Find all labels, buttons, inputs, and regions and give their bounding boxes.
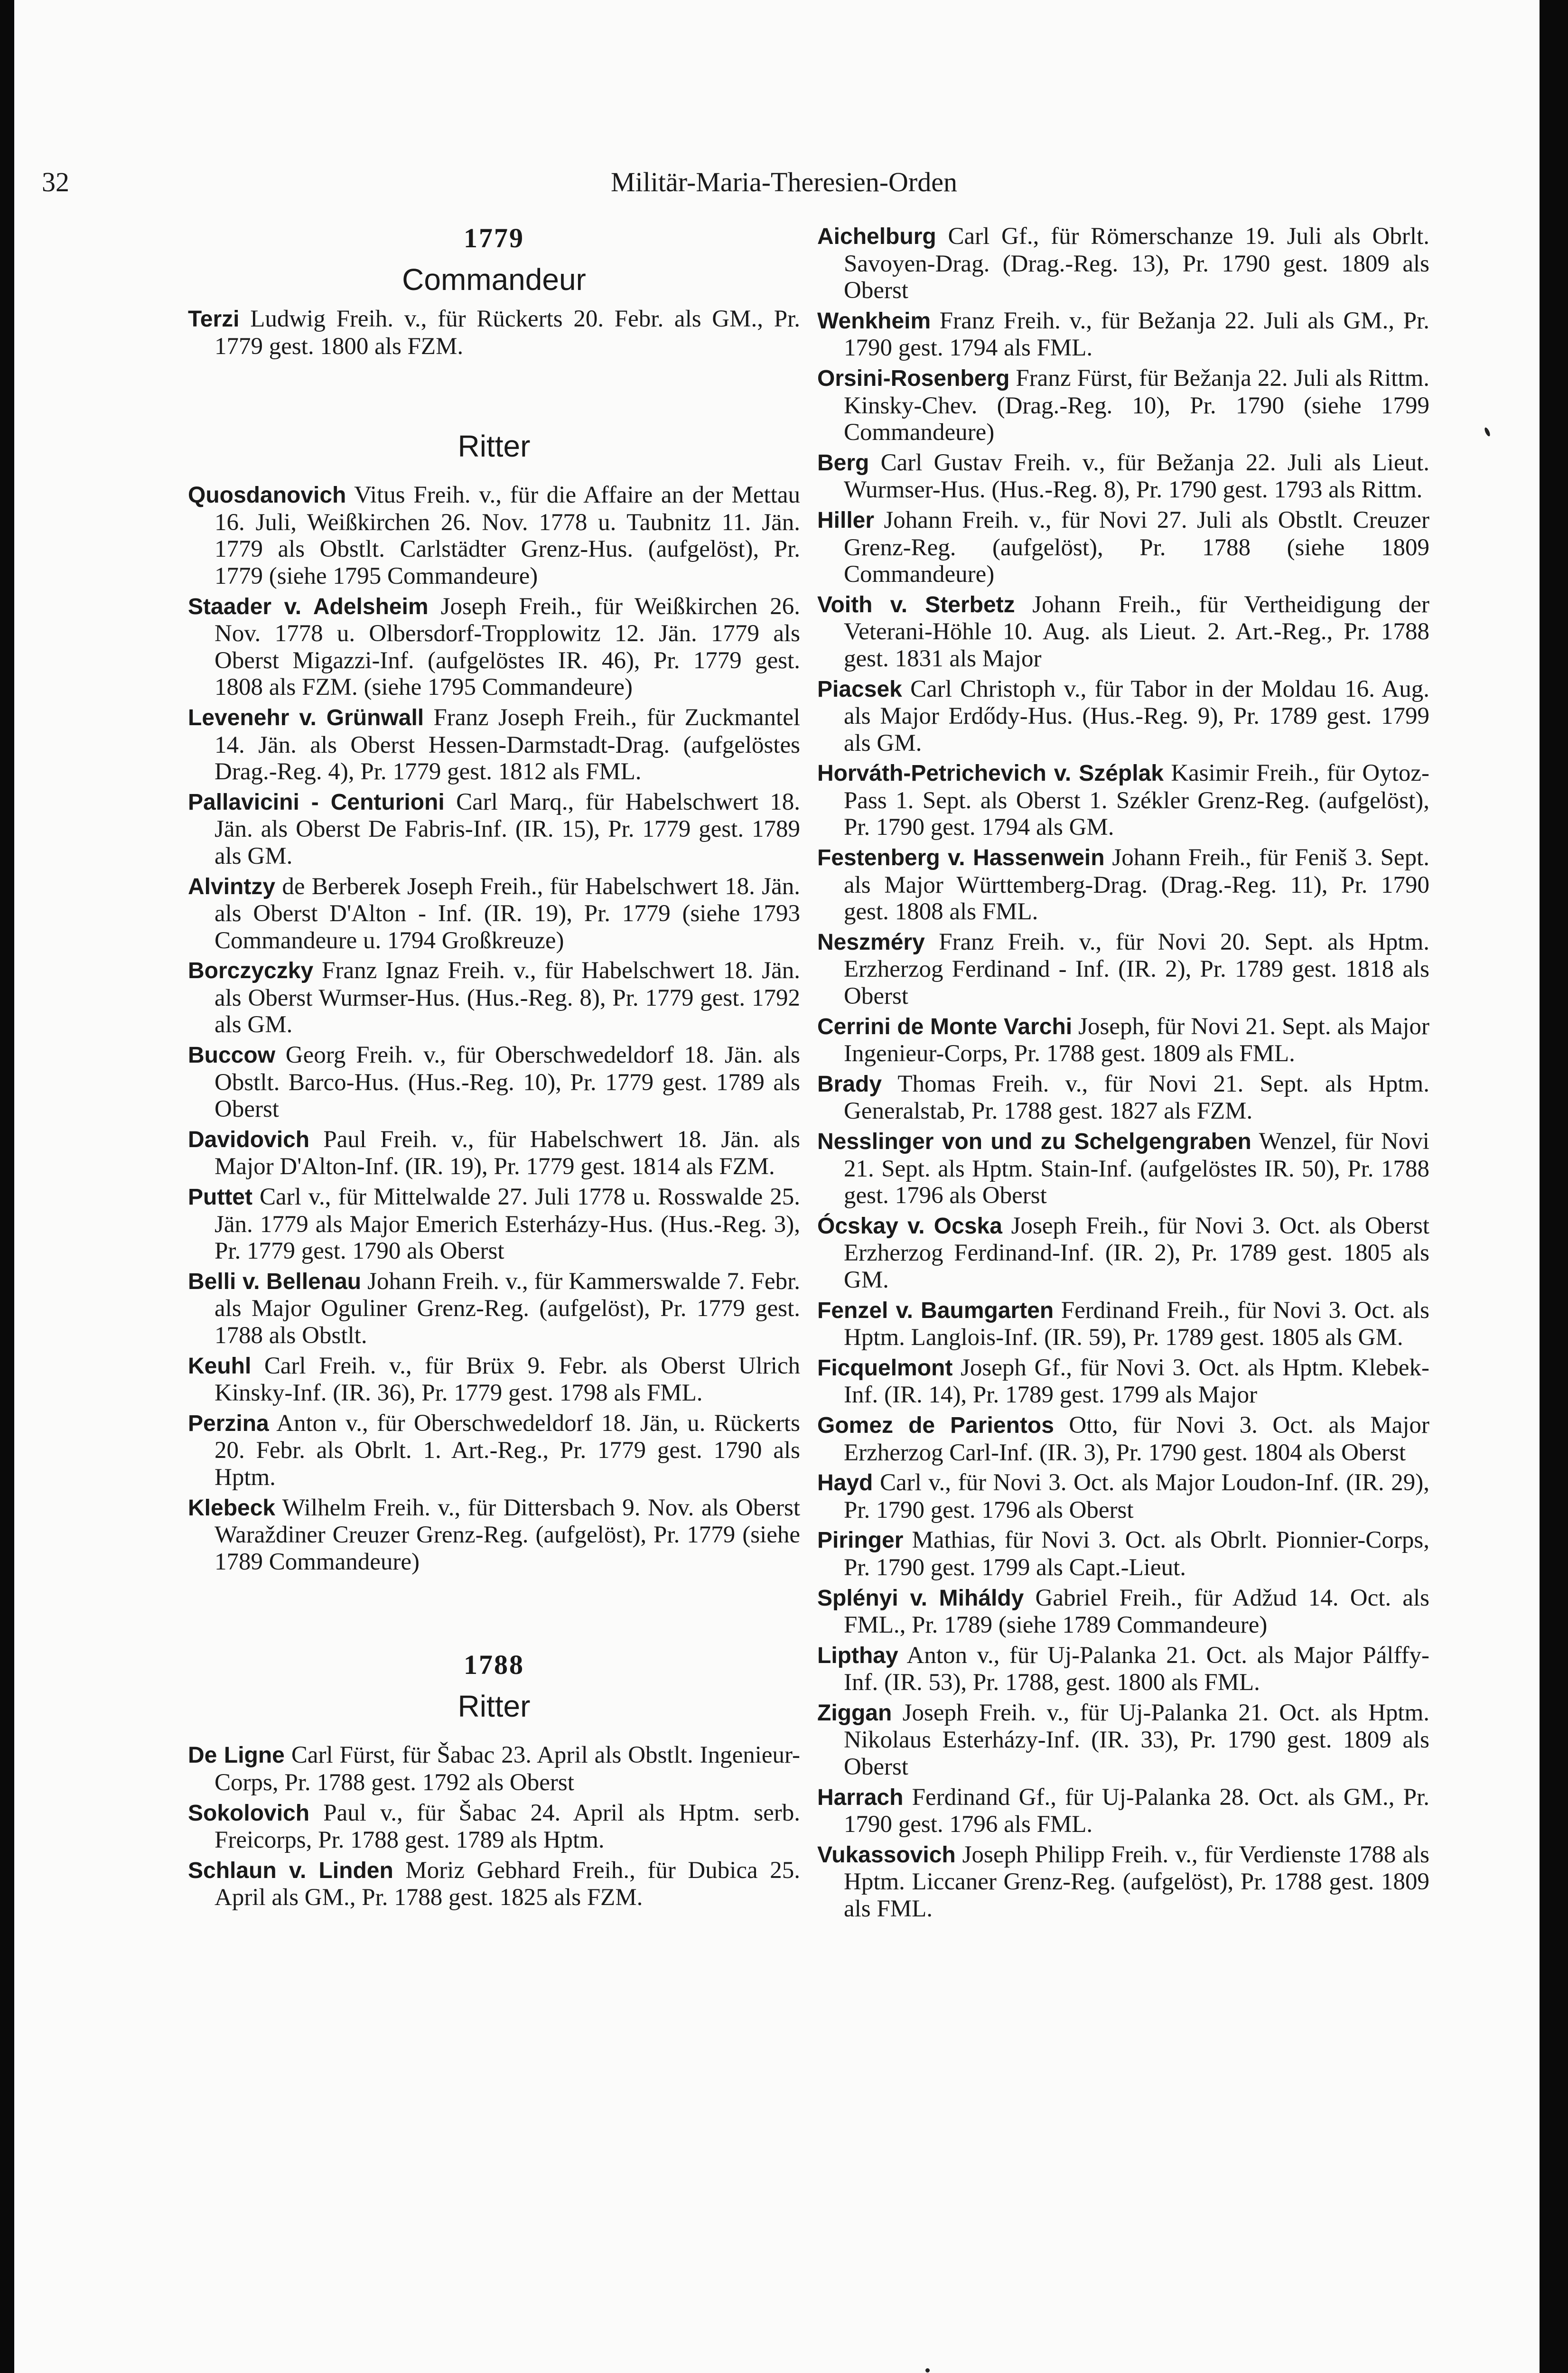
entry-text: Franz Freih. v., für Bežanja 22. Juli als GM., Pr. 1790 gest. 1794 als FML. bbox=[844, 307, 1429, 362]
entry-name: Sokolovich bbox=[188, 1800, 310, 1826]
entry-name: Buccow bbox=[188, 1043, 276, 1068]
entry-name: Alvintzy bbox=[188, 874, 276, 899]
entry-name: Voith v. Sterbetz bbox=[817, 592, 1015, 617]
entry-text: Johann Freih. v., für Kammerswalde 7. Febr. als Major Oguliner Grenz-Reg. (aufgelöst), Pr. 1779 gest. 1788 als Obstlt. bbox=[215, 1268, 801, 1349]
scan-edge-left bbox=[0, 0, 14, 2373]
entry bbox=[188, 1857, 800, 1911]
entry-name: Berg bbox=[817, 450, 869, 476]
entry bbox=[817, 760, 1429, 841]
entry bbox=[188, 593, 800, 701]
entry-text: Joseph Freih. v., für Uj-Palanka 21. Oct. als Hptm. Nikolaus Esterházy-Inf. (IR. 33), Pr. 1790 gest. 1809 als Oberst bbox=[844, 1699, 1429, 1781]
entry-text: Georg Freih. v., für Oberschwedeldorf 18. Jän. als Obstlt. Barco-Hus. (Hus.-Reg. 10), Pr. 1779 gest. 1789 als Oberst bbox=[215, 1042, 800, 1123]
entry-text: Joseph Freih., für Weißkirchen 26. Nov. 1778 u. Olbersdorf-Tropplowitz 12. Jän. 1779 als Oberst Migazzi-Inf. (aufgelöstes IR. 46), Pr. 1779 gest. 1808 als FZM. (siehe 1795 Commandeure) bbox=[215, 593, 801, 701]
entry-text: Joseph Freih., für Novi 3. Oct. als Oberst Erzherzog Ferdinand-Inf. (IR. 2), Pr. 1789 gest. 1805 als GM. bbox=[844, 1212, 1429, 1293]
entry-text: Carl v., für Novi 3. Oct. als Major Loudon-Inf. (IR. 29), Pr. 1790 gest. 1796 als Oberst bbox=[844, 1469, 1429, 1523]
entry bbox=[817, 1071, 1429, 1125]
entry bbox=[188, 1800, 800, 1854]
entry-text: Carl Fürst, für Šabac 23. April als Obstlt. Ingenieur-Corps, Pr. 1788 gest. 1792 als Oberst bbox=[215, 1742, 800, 1796]
entry-name: Schlaun v. Linden bbox=[188, 1858, 393, 1883]
entry-text: Joseph, für Novi 21. Sept. als Major Ingenieur-Corps, Pr. 1788 gest. 1809 als FML. bbox=[844, 1013, 1429, 1067]
entry-name: Orsini-Rosenberg bbox=[817, 365, 1010, 391]
entry-text: Wenzel, für Novi 21. Sept. als Hptm. Stain-Inf. (aufgelöstes IR. 50), Pr. 1788 gest. 1796 als Oberst bbox=[844, 1128, 1429, 1209]
entry-text: de Berberek Joseph Freih., für Habelschwert 18. Jän. als Oberst D'Alton - Inf. (IR. 19), Pr. 1779 (siehe 1793 Commandeure u. 1794 Großkreuze) bbox=[215, 873, 800, 954]
entry bbox=[817, 1642, 1429, 1696]
entry-name: Nesslinger von und zu Schelgengraben bbox=[817, 1129, 1251, 1154]
entry bbox=[817, 365, 1429, 446]
entry-text: Vitus Freih. v., für die Affaire an der Mettau 16. Juli, Weißkirchen 26. Nov. 1778 u. Taubnitz 11. Jän. 1779 als Obstlt. Carlstädter Grenz-Hus. (aufgelöst), Pr. 1779 (siehe 1795 Commandeure) bbox=[215, 482, 800, 589]
entry-name: Festenberg v. Hassenwein bbox=[817, 845, 1105, 871]
entry-text: Carl Freih. v., für Brüx 9. Febr. als Oberst Ulrich Kinsky-Inf. (IR. 36), Pr. 1779 gest. 1798 als FML. bbox=[215, 1352, 801, 1407]
entry-name: Aichelburg bbox=[817, 224, 936, 249]
entry-text: Franz Ignaz Freih. v., für Habelschwert 18. Jän. als Oberst Wurmser-Hus. (Hus.-Reg. 8), Pr. 1779 gest. 1792 als GM. bbox=[215, 957, 801, 1038]
entry-text: Anton v., für Uj-Palanka 21. Oct. als Major Pálffy-Inf. (IR. 53), Pr. 1788, gest. 1800 als FML. bbox=[844, 1642, 1429, 1696]
entry bbox=[817, 1469, 1429, 1523]
entry-text: Franz Fürst, für Bežanja 22. Juli als Rittm. Kinsky-Chev. (Drag.-Reg. 10), Pr. 1790 (siehe 1799 Commandeure) bbox=[844, 364, 1429, 446]
entry-text: Mathias, für Novi 3. Oct. als Obrlt. Pionnier-Corps, Pr. 1790 gest. 1799 als Capt.-Lieut. bbox=[844, 1527, 1429, 1581]
entry bbox=[188, 1268, 800, 1349]
entry-text: Johann Freih., für Feniš 3. Sept. als Major Württemberg-Drag. (Drag.-Reg. 11), Pr. 1790 gest. 1808 als FML. bbox=[844, 844, 1429, 925]
running-title: Militär-Maria-Theresien-Orden bbox=[611, 167, 957, 197]
entry-text: Gabriel Freih., für Adžud 14. Oct. als FML., Pr. 1789 (siehe 1789 Commandeure) bbox=[844, 1584, 1430, 1639]
entry-name: Ziggan bbox=[817, 1700, 892, 1726]
scan-edge-right bbox=[1540, 0, 1568, 2373]
entry-name: Brady bbox=[817, 1071, 882, 1097]
scan-speck bbox=[925, 2368, 930, 2373]
entry bbox=[188, 957, 800, 1038]
entry bbox=[817, 1128, 1429, 1209]
entry-name: Piringer bbox=[817, 1528, 904, 1553]
entry-text: Carl Christoph v., für Tabor in der Moldau 16. Aug. als Major Erdődy-Hus. (Hus.-Reg. 9), Pr. 1789 gest. 1799 als GM. bbox=[844, 675, 1429, 757]
entry bbox=[817, 308, 1429, 362]
entry bbox=[817, 1013, 1429, 1067]
entry-text: Carl Marq., für Habelschwert 18. Jän. als Oberst De Fabris-Inf. (IR. 15), Pr. 1779 gest. 1789 als GM. bbox=[215, 788, 800, 869]
section-year: 1788 bbox=[464, 1649, 524, 1681]
entry-text: Carl Gustav Freih. v., für Bežanja 22. Juli als Lieut. Wurmser-Hus. (Hus.-Reg. 8), Pr. 1790 gest. 1793 als Rittm. bbox=[844, 449, 1430, 504]
entry bbox=[188, 1742, 800, 1796]
entry-name: Klebeck bbox=[188, 1495, 276, 1521]
entry-text: Wilhelm Freih. v., für Dittersbach 9. Nov. als Oberst Waraždiner Creuzer Grenz-Reg. (aufgelöst), Pr. 1779 (siehe 1789 Commandeure) bbox=[215, 1494, 800, 1575]
entry bbox=[188, 1353, 800, 1407]
entry-name: Quosdanovich bbox=[188, 483, 346, 508]
entry-text: Anton v., für Oberschwedeldorf 18. Jän, u. Rückerts 20. Febr. als Obrlt. 1. Art.-Reg., Pr. 1779 gest. 1790 als Hptm. bbox=[215, 1410, 800, 1491]
section-rank: Commandeur bbox=[402, 262, 586, 297]
spacer bbox=[188, 472, 800, 482]
entry-name: Gomez de Parientos bbox=[817, 1412, 1054, 1438]
entry-name: Ficquelmont bbox=[817, 1355, 953, 1381]
entry bbox=[188, 704, 800, 785]
spacer bbox=[188, 363, 800, 420]
left-column bbox=[188, 223, 800, 1915]
entry-name: Ócskay v. Ocska bbox=[817, 1213, 1002, 1239]
entry bbox=[188, 1410, 800, 1491]
entry-text: Ludwig Freih. v., für Rückerts 20. Febr. als GM., Pr. 1779 gest. 1800 als FZM. bbox=[215, 306, 800, 360]
entry-name: Borczyczky bbox=[188, 958, 314, 984]
entry-name: Wenkheim bbox=[817, 308, 931, 334]
entry-name: Vukassovich bbox=[817, 1842, 956, 1868]
entry-name: Terzi bbox=[188, 307, 240, 332]
entry-text: Paul v., für Šabac 24. April als Hptm. serb. Freicorps, Pr. 1788 gest. 1789 als Hptm. bbox=[215, 1799, 801, 1854]
entry-name: Belli v. Bellenau bbox=[188, 1269, 362, 1294]
entry-name: Davidovich bbox=[188, 1127, 310, 1152]
entry-name: De Ligne bbox=[188, 1743, 285, 1768]
entry-name: Puttet bbox=[188, 1185, 252, 1210]
entry-text: Otto, für Novi 3. Oct. als Major Erzherzog Carl-Inf. (IR. 3), Pr. 1790 gest. 1804 als Oberst bbox=[844, 1411, 1429, 1466]
entry-name: Perzina bbox=[188, 1411, 269, 1436]
entry-text: Ferdinand Freih., für Novi 3. Oct. als Hptm. Langlois-Inf. (IR. 59), Pr. 1789 gest. 1805 als GM. bbox=[844, 1297, 1430, 1351]
spacer bbox=[188, 1732, 800, 1742]
entry-text: Joseph Gf., für Novi 3. Oct. als Hptm. Klebek-Inf. (IR. 14), Pr. 1789 gest. 1799 als Major bbox=[844, 1354, 1429, 1409]
entry bbox=[817, 1355, 1429, 1409]
entry bbox=[188, 306, 800, 360]
entry-name: Lipthay bbox=[817, 1643, 898, 1668]
entry-text: Paul Freih. v., für Habelschwert 18. Jän. als Major D'Alton-Inf. (IR. 19), Pr. 1779 gest. 1814 als FZM. bbox=[215, 1126, 800, 1180]
entry bbox=[817, 1700, 1429, 1781]
entry bbox=[817, 844, 1429, 925]
entry-name: Staader v. Adelsheim bbox=[188, 594, 429, 619]
entry bbox=[817, 676, 1429, 757]
entry-text: Moriz Gebhard Freih., für Dubica 25. April als GM., Pr. 1788 gest. 1825 als FZM. bbox=[215, 1857, 801, 1911]
entry bbox=[817, 929, 1429, 1010]
entry-name: Piacsek bbox=[817, 676, 902, 702]
entry bbox=[188, 873, 800, 954]
spacer bbox=[188, 1579, 800, 1650]
entry bbox=[817, 1784, 1429, 1838]
entry bbox=[188, 1126, 800, 1180]
entry-name: Hayd bbox=[817, 1470, 873, 1496]
entry bbox=[817, 1585, 1429, 1639]
scan-speck bbox=[1484, 427, 1491, 437]
entry bbox=[188, 482, 800, 589]
entry-text: Johann Freih., für Vertheidigung der Veterani-Höhle 10. Aug. als Lieut. 2. Art.-Reg., Pr. 1788 gest. 1831 als Major bbox=[844, 591, 1430, 672]
section-rank: Ritter bbox=[457, 1689, 531, 1724]
entry bbox=[817, 449, 1429, 504]
entry-name: Hiller bbox=[817, 507, 875, 533]
entry-name: Pallavicini - Centurioni bbox=[188, 789, 445, 815]
entry bbox=[817, 507, 1429, 588]
entry bbox=[188, 1042, 800, 1123]
entry-name: Cerrini de Monte Varchi bbox=[817, 1014, 1073, 1039]
section-year: 1779 bbox=[464, 223, 524, 253]
entry bbox=[817, 1841, 1429, 1923]
entry-text: Joseph Philipp Freih. v., für Verdienste 1788 als Hptm. Liccaner Grenz-Reg. (aufgelöst), Pr. 1788 gest. 1809 als FML. bbox=[844, 1841, 1430, 1923]
entry-text: Thomas Freih. v., für Novi 21. Sept. als Hptm. Generalstab, Pr. 1788 gest. 1827 als FZM. bbox=[844, 1070, 1429, 1125]
page-number: 32 bbox=[42, 167, 69, 197]
entry-text: Carl v., für Mittelwalde 27. Juli 1778 u. Rosswalde 25. Jän. 1779 als Major Emerich Esterházy-Hus. (Hus.-Reg. 3), Pr. 1779 gest. 1790 als Oberst bbox=[215, 1184, 800, 1265]
entry-name: Fenzel v. Baumgarten bbox=[817, 1298, 1054, 1323]
right-column bbox=[817, 223, 1429, 1926]
entry-text: Carl Gf., für Römerschanze 19. Juli als Obrlt. Savoyen-Drag. (Drag.-Reg. 13), Pr. 1790 gest. 1809 als Oberst bbox=[844, 223, 1430, 304]
entry-text: Ferdinand Gf., für Uj-Palanka 28. Oct. als GM., Pr. 1790 gest. 1796 als FML. bbox=[844, 1784, 1429, 1838]
entry-text: Kasimir Freih., für Oytoz-Pass 1. Sept. als Oberst 1. Székler Grenz-Reg. (aufgelöst), Pr. 1790 gest. 1794 als GM. bbox=[844, 760, 1430, 841]
entry bbox=[188, 1495, 800, 1576]
entry-text: Johann Freih. v., für Novi 27. Juli als Obstlt. Creuzer Grenz-Reg. (aufgelöst), Pr. 1788 (siehe 1809 Commandeure) bbox=[844, 506, 1430, 588]
entry bbox=[817, 591, 1429, 673]
entry-name: Neszméry bbox=[817, 929, 925, 955]
entry bbox=[817, 1297, 1429, 1351]
entry-name: Levenehr v. Grünwall bbox=[188, 705, 424, 730]
section-rank: Ritter bbox=[457, 429, 531, 464]
entry bbox=[817, 223, 1429, 304]
entry bbox=[817, 1527, 1429, 1581]
entry bbox=[188, 789, 800, 870]
entry-name: Splényi v. Miháldy bbox=[817, 1585, 1024, 1611]
entry bbox=[817, 1412, 1429, 1466]
entry-name: Keuhl bbox=[188, 1353, 252, 1379]
entry bbox=[188, 1184, 800, 1265]
entry-name: Harrach bbox=[817, 1784, 904, 1810]
entry-text: Franz Joseph Freih., für Zuckmantel 14. Jän. als Oberst Hessen-Darmstadt-Drag. (aufgelöstes Drag.-Reg. 4), Pr. 1779 gest. 1812 als FML. bbox=[215, 704, 801, 785]
entry-text: Franz Freih. v., für Novi 20. Sept. als Hptm. Erzherzog Ferdinand - Inf. (IR. 2), Pr. 1789 gest. 1818 als Oberst bbox=[844, 928, 1430, 1010]
entry bbox=[817, 1213, 1429, 1294]
entry-name: Horváth-Petrichevich v. Széplak bbox=[817, 761, 1164, 786]
